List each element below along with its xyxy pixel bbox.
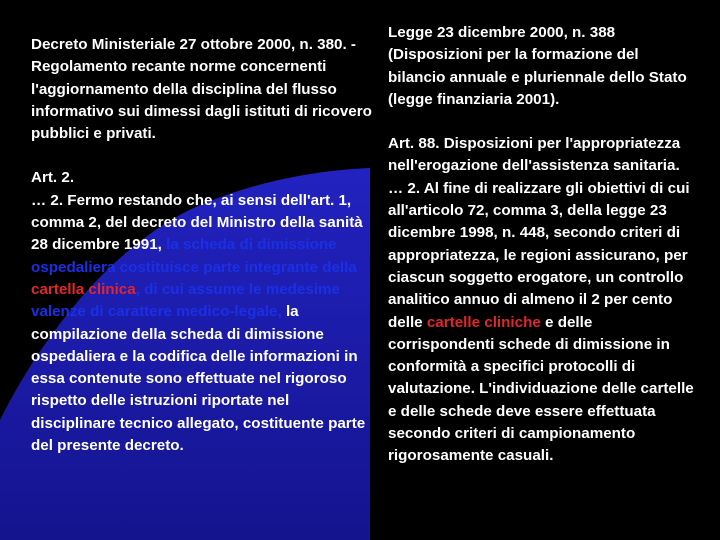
left-article-title: Art. 2. xyxy=(31,169,75,187)
right-article-title: Art. 88. Disposizioni per l'appropriatezza nell'erogazione dell'assistenza sanitaria. xyxy=(388,135,681,175)
left-column xyxy=(31,34,376,457)
right-column xyxy=(388,22,698,468)
right-body-text-2: e delle corrispondenti schede di dimissione in conformità a specifici protocolli di valutazione. L'individuazione delle cartelle e delle schede deve essere effettuata secondo criteri di campionamento rigorosamente casuali. xyxy=(388,313,694,465)
left-body-highlight-blue-2: , di cui assume le medesime valenze di carattere medico-legale, xyxy=(31,280,340,321)
right-heading: Legge 23 dicembre 2000, n. 388 (Disposizioni per la formazione del bilancio annuale e pluriennale dello Stato (legge finanziaria 2001). xyxy=(388,24,687,108)
left-body-text-1: … 2. Fermo restando che, ai sensi dell'art. 1, comma 2, del decreto del Ministro della sanità 28 dicembre 1991, xyxy=(31,191,363,254)
left-body-text-2: la compilazione della scheda di dimissione ospedaliera e la codifica delle informazioni in essa contenute sono effettuate nel rigoroso rispetto delle istruzioni riportate nel disciplinare tecnico allegato, costituente parte del presente decreto. xyxy=(31,303,366,455)
left-body xyxy=(31,190,376,458)
left-heading: Decreto Ministeriale 27 ottobre 2000, n. 380. - Regolamento recante norme concernenti l'aggiornamento della disciplina del flusso informativo sui dimessi dagli istituti di ricovero pubblici e privati. xyxy=(31,36,372,143)
left-body-highlight-blue-1: la scheda di dimissione ospedaliera costituisce parte integrante della xyxy=(31,236,357,276)
right-body xyxy=(388,178,698,468)
right-body-text-1: … 2. Al fine di realizzare gli obiettivi di cui all'articolo 72, comma 3, della legge 23 dicembre 1998, n. 448, secondo criteri di appropriatezza, le regioni assicurano, per ciascun soggetto erogatore, un controllo analitico annuo di almeno il 2 per cento delle xyxy=(388,179,690,331)
left-body-highlight-red: cartella clinica xyxy=(31,280,136,298)
right-body-highlight-red: cartelle cliniche xyxy=(426,313,541,331)
